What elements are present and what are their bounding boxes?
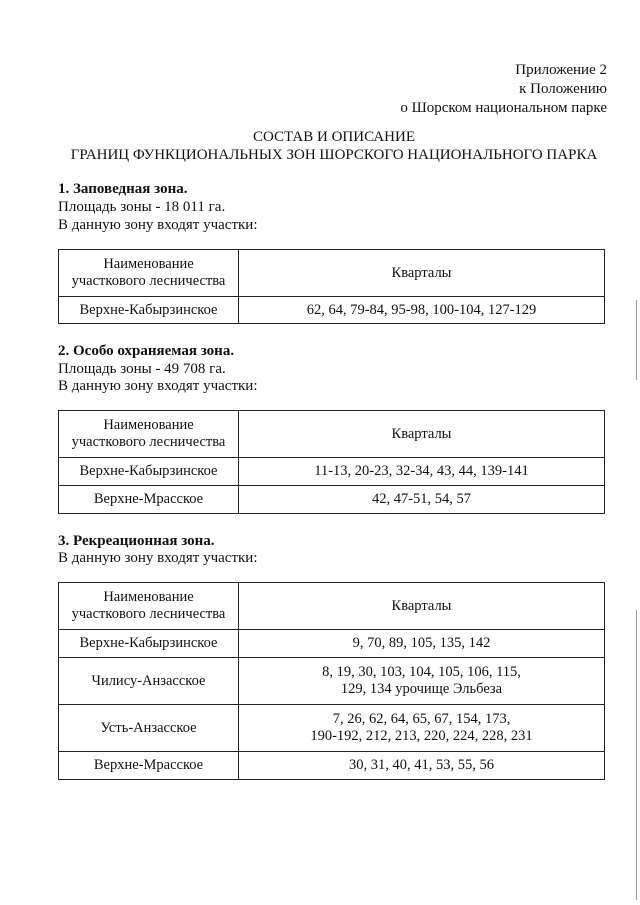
zone-3-heading: 3. Рекреационная зона. [58,533,215,549]
appendix-park-name: о Шорском национальном парке [400,100,607,116]
header-quarters: Кварталы [239,583,605,630]
zone-1-area: Площадь зоны - 18 011 га. [58,199,226,215]
zone-2-area: Площадь зоны - 49 708 га. [58,361,226,377]
zone-1-intro: В данную зону входят участки: [58,217,258,233]
header-quarters: Кварталы [239,250,605,297]
appendix-number: Приложение 2 [515,62,607,78]
table-row [59,458,605,486]
document-title [0,128,640,164]
table-header-row [59,411,605,458]
zone-2-intro: В данную зону входят участки: [58,378,258,394]
table-row [59,705,605,752]
zone-3-table [58,582,605,780]
zone-2-table [58,410,605,514]
appendix-reference [400,61,607,118]
scan-artifact [636,300,637,380]
title-line-1: СОСТАВ И ОПИСАНИЕ [252,129,416,145]
forestry-name: Верхне-Кабырзинское [59,297,239,324]
table-row [59,752,605,780]
table-header-row [59,250,605,297]
quarters-list: 11-13, 20-23, 32-34, 43, 44, 139-141 [239,458,605,486]
header-forestry-name: Наименование участкового лесничества [59,411,239,458]
quarters-list: 62, 64, 79-84, 95-98, 100-104, 127-129 [239,297,605,324]
forestry-name: Верхне-Кабырзинское [59,630,239,658]
header-quarters: Кварталы [239,411,605,458]
table-row [59,486,605,514]
zone-1-table [58,249,605,324]
table-header-row [59,583,605,630]
forestry-name: Чилису-Анзасское [59,658,239,705]
forestry-name: Верхне-Кабырзинское [59,458,239,486]
table-row [59,630,605,658]
scan-artifact [636,610,637,900]
zone-3-intro: В данную зону входят участки: [58,550,258,566]
zone-1-heading: 1. Заповедная зона. [58,181,188,197]
forestry-name: Усть-Анзасское [59,705,239,752]
quarters-list: 42, 47-51, 54, 57 [239,486,605,514]
title-line-2: ГРАНИЦ ФУНКЦИОНАЛЬНЫХ ЗОН ШОРСКОГО НАЦИОНАЛЬНОГО ПАРКА [70,147,598,163]
quarters-list: 8, 19, 30, 103, 104, 105, 106, 115, 129, 134 урочище Эльбеза [239,658,605,705]
header-forestry-name: Наименование участкового лесничества [59,250,239,297]
zone-2-heading: 2. Особо охраняемая зона. [58,343,235,359]
header-forestry-name: Наименование участкового лесничества [59,583,239,630]
quarters-list: 7, 26, 62, 64, 65, 67, 154, 173, 190-192, 212, 213, 220, 224, 228, 231 [239,705,605,752]
appendix-to-regulation: к Положению [519,81,607,97]
quarters-list: 30, 31, 40, 41, 53, 55, 56 [239,752,605,780]
quarters-list: 9, 70, 89, 105, 135, 142 [239,630,605,658]
forestry-name: Верхне-Мрасское [59,486,239,514]
table-row [59,297,605,324]
table-row [59,658,605,705]
forestry-name: Верхне-Мрасское [59,752,239,780]
